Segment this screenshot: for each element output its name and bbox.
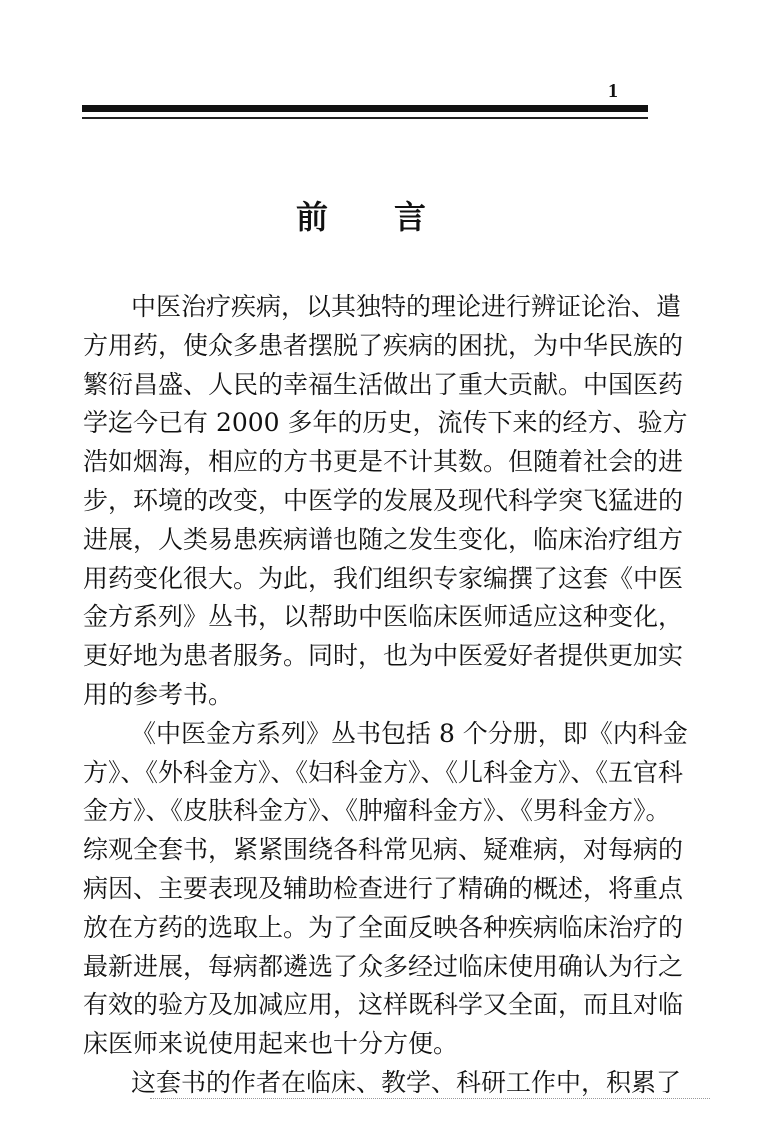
text-line: 更好地为患者服务。同时，也为中医爱好者提供更加实 — [83, 641, 684, 671]
text-line: 床医师来说使用起来也十分方便。 — [83, 1029, 459, 1059]
text-line: 浩如烟海，相应的方书更是不计其数。但随着社会的进 — [83, 447, 684, 477]
page-number: 1 — [608, 80, 618, 102]
text-line: 用的参考书。 — [83, 679, 234, 709]
text-line: 学迄今已有 2000 多年的历史，流传下来的经方、验方 — [83, 408, 688, 438]
header-rule-thick — [82, 105, 648, 112]
text-line: 放在方药的选取上。为了全面反映各种疾病临床治疗的 — [83, 912, 684, 942]
scan-artifact-line — [150, 1098, 710, 1100]
title-char: 言 — [393, 198, 426, 236]
text-line: 方用药，使众多患者摆脱了疾病的困扰，为中华民族的 — [83, 330, 684, 360]
text-line: 中医治疗疾病，以其独特的理论进行辨证论治、遣 — [131, 292, 682, 321]
text-line: 这套书的作者在临床、教学、科研工作中，积累了 — [131, 1067, 682, 1097]
text-line: 金方系列》丛书，以帮助中医临床医师适应这种变化， — [83, 602, 684, 632]
title-char: 前 — [296, 198, 329, 236]
preface-body — [83, 288, 688, 1103]
text-line: 进展，人类易患疾病谱也随之发生变化，临床治疗组方 — [83, 524, 684, 554]
text-line: 《中医金方系列》丛书包括 8 个分册，即《内科金 — [131, 718, 688, 748]
text-line: 有效的验方及加减应用，这样既科学又全面，而且对临 — [83, 990, 684, 1020]
text-line: 步，环境的改变，中医学的发展及现代科学突飞猛进的 — [83, 485, 684, 515]
text-line: 金方》、《皮肤科金方》、《肿瘤科金方》、《男科金方》。 — [83, 796, 671, 826]
header-rule-thin — [82, 117, 648, 119]
text-line: 综观全套书，紧紧围绕各科常见病、疑难病，对每病的 — [83, 835, 684, 865]
page-title — [296, 192, 426, 238]
text-line: 用药变化很大。为此，我们组织专家编撰了这套《中医 — [83, 563, 684, 593]
text-line: 繁衍昌盛、人民的幸福生活做出了重大贡献。中国医药 — [83, 369, 684, 399]
text-line: 病因、主要表现及辅助检查进行了精确的概述，将重点 — [83, 873, 684, 903]
text-line: 方》、《外科金方》、《妇科金方》、《儿科金方》、《五官科 — [83, 757, 684, 787]
text-line: 最新进展，每病都遴选了众多经过临床使用确认为行之 — [83, 951, 684, 981]
